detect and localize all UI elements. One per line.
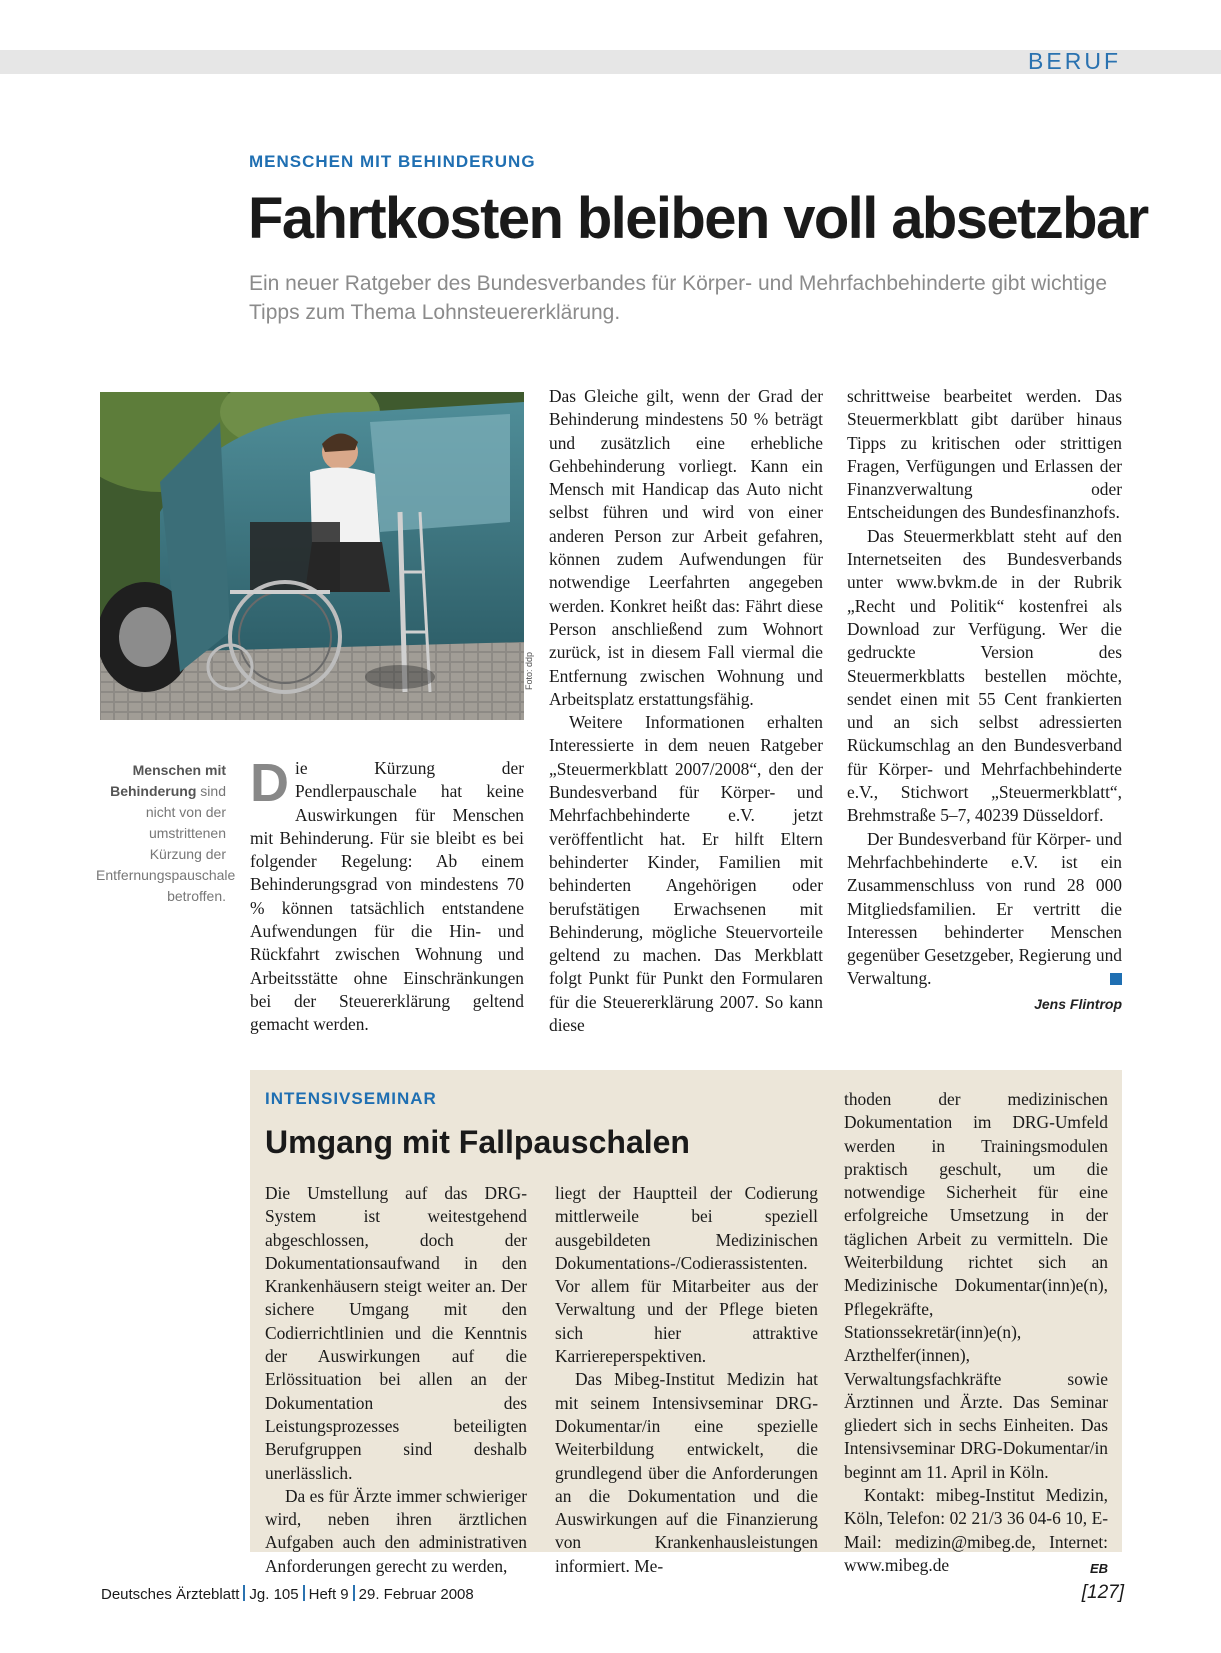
article-col1-para1: ie Kürzung der Pendlerpauschale hat keine Auswirkungen für Menschen mit Behinderung. Für sie bleibt es bei folgender Regelung: Ab einem Behinderungsgrad von mindestens 70 % können tatsächlich entstandene Aufwendungen für die Hin- und Rückfahrt zwischen Wohnung und Arbeitsstätte ohne Einschränkungen bei der Steuererklärung geltend gemacht werden. [250, 758, 524, 1035]
dropcap: D [250, 753, 289, 813]
photo-caption [96, 760, 236, 907]
page-number: [127] [1081, 1582, 1124, 1603]
box-column-3 [844, 1088, 1108, 1580]
article-author: Jens Flintrop [1034, 996, 1122, 1012]
article-column-2 [549, 385, 823, 1037]
footer-separator [353, 1585, 355, 1601]
footer-separator [243, 1585, 245, 1601]
footer-volume: Jg. 105 [249, 1586, 299, 1603]
article-kicker: MENSCHEN MIT BEHINDERUNG [249, 152, 536, 171]
footer-date: 29. Februar 2008 [358, 1586, 474, 1603]
article-col2-para1: Das Gleiche gilt, wenn der Grad der Behinderung mindestens 50 % beträgt und zusätzlich eine erhebliche Gehbehinderung vorliegt. Kann ein Mensch mit Handicap das Auto nicht selbst führen und wird von einer anderen Person zur Arbeit gefahren, können zudem Aufwendungen für notwendige Leerfahrten angegeben werden. Konkret heißt das: Fährt diese Person anschließend zum Wohnort zurück, ist in diesem Fall viermal die Entfernung zwischen Wohnung und Arbeitsplatz erstattungsfähig. [549, 386, 823, 709]
end-mark-icon [1110, 973, 1122, 985]
photo-credit: Foto: ddp [524, 651, 534, 690]
article-col3-para2: Das Steuermerkblatt steht auf den Internetseiten des Bundesverbands unter www.bvkm.de in der Rubrik „Recht und Politik“ kostenfrei als Download zur Verfügung. Wer die gedruckte Version des Steuermerkblatts bestellen möchte, sendet einen mit 55 Cent frankierten und an sich selbst adressierten Rückumschlag an den Bundesverband für Körper- und Mehrfachbehinderte e.V., Stichwort „Steuermerkblatt“, Brehmstraße 5–7, 40239 Düsseldorf. [847, 525, 1122, 826]
section-label: BERUF [1028, 48, 1121, 74]
article-column-3 [847, 385, 1122, 991]
box-col1-para1: Die Umstellung auf das DRG-System ist weitestgehend abgeschlossen, doch der Dokumentationsaufwand in den Krankenhäusern steigt weiter an. Der sichere Umgang mit den Codierrichtlinien und die Kenntnis der Auswirkungen auf die Erlössituation bei allen an der Dokumentation des Leistungsprozesses beteiligten Berufgruppen sind deshalb unerlässlich. [265, 1183, 527, 1483]
caption-text: sind nicht von der umstrittenen Kürzung der Entfernungspauschale betroffen. [96, 783, 236, 904]
box-col2-para1: liegt der Hauptteil der Codierung mittlerweile bei speziell ausgebildeten Medizinischen Dokumentations-/Codierassistenten. Vor allem für Mitarbeiter aus der Verwaltung und der Pflege bieten sich hier attraktive Karriereperspektiven. [555, 1183, 818, 1367]
box-author: EB [1089, 1560, 1108, 1576]
box-column-2 [555, 1182, 818, 1578]
footer-journal: Deutsches Ärzteblatt [101, 1586, 240, 1603]
box-headline: Umgang mit Fallpauschalen [265, 1124, 690, 1160]
article-col3-para3: Der Bundesverband für Körper- und Mehrfachbehinderte e.V. ist ein Zusammenschluss von rund 28 000 Mitgliedsfamilien. Er vertritt die Interessen behinderter Menschen gegenüber Gesetzgeber, Regierung und Verwaltung. [847, 828, 1122, 989]
article-column-1 [250, 753, 524, 1037]
article-headline: Fahrtkosten bleiben voll absetzbar [248, 186, 1148, 251]
box-col3-para2: Kontakt: mibeg-Institut Medizin, Köln, Telefon: 02 21/3 36 04-6 10, E-Mail: medizin@mibeg.de, Internet: www.mibeg.de [844, 1485, 1108, 1575]
box-col1-para2: Da es für Ärzte immer schwieriger wird, neben ihren ärztlichen Aufgaben auch den administrativen Anforderungen gerecht zu werden, [265, 1485, 527, 1576]
article-deck: Ein neuer Ratgeber des Bundesverbandes für Körper- und Mehrfachbehinderte gibt wichtige Tipps zum Thema Lohnsteuererklärung. [249, 272, 1108, 324]
article-photo [100, 392, 524, 720]
article-col3-para1: schrittweise bearbeitet werden. Das Steuermerkblatt gibt darüber hinaus Tipps zu kritischen oder strittigen Fragen, Verfügungen und Erlassen der Finanzverwaltung oder Entscheidungen des Bundesfinanzhofs. [847, 386, 1122, 523]
footer [101, 1585, 474, 1603]
box-col3-para1: thoden der medizinischen Dokumentation im DRG-Umfeld werden in Trainingsmodulen praktisch geschult, um die notwendige Sicherheit für eine erfolgreiche Umsetzung in der täglichen Arbeit zu vermitteln. Die Weiterbildung richtet sich an Medizinische Dokumentar(inn)e(n), Pflegekräfte, Stationssekretär(inn)e(n), Arzthelfer(innen), Verwaltungsfachkräfte sowie Ärztinnen und Ärzte. Das Seminar gliedert sich in sechs Einheiten. Das Intensivseminar DRG-Dokumentar/in beginnt am 11. April in Köln. [844, 1089, 1108, 1482]
box-col2-para2: Das Mibeg-Institut Medizin hat mit seinem Intensivseminar DRG-Dokumentar/in eine spezielle Weiterbildung entwickelt, die grundlegend über die Anforderungen an die Dokumentation und die Auswirkungen auf die Finanzierung von Krankenhausleistungen informiert. Me- [555, 1369, 818, 1576]
article-col2-para2: Weitere Informationen erhalten Interessierte in dem neuen Ratgeber „Steuermerkblatt 2007/2008“, den der Bundesverband für Körper- und Mehrfachbehinderte e.V. jetzt veröffentlicht hat. Er hilft Eltern behinderter Kinder, Familien mit behinderten Angehörigen oder berufstätigen Erwachsenen mit Behinderung, mögliche Steuervorteile geltend zu machen. Das Merkblatt folgt Punkt für Punkt den Formularen für die Steuererklärung 2007. So kann diese [549, 712, 823, 1036]
box-kicker: INTENSIVSEMINAR [265, 1089, 437, 1108]
box-column-1 [265, 1182, 527, 1578]
footer-separator [303, 1585, 305, 1601]
footer-issue: Heft 9 [308, 1586, 349, 1603]
caption-bold: Menschen mit Behinderung [110, 762, 226, 799]
